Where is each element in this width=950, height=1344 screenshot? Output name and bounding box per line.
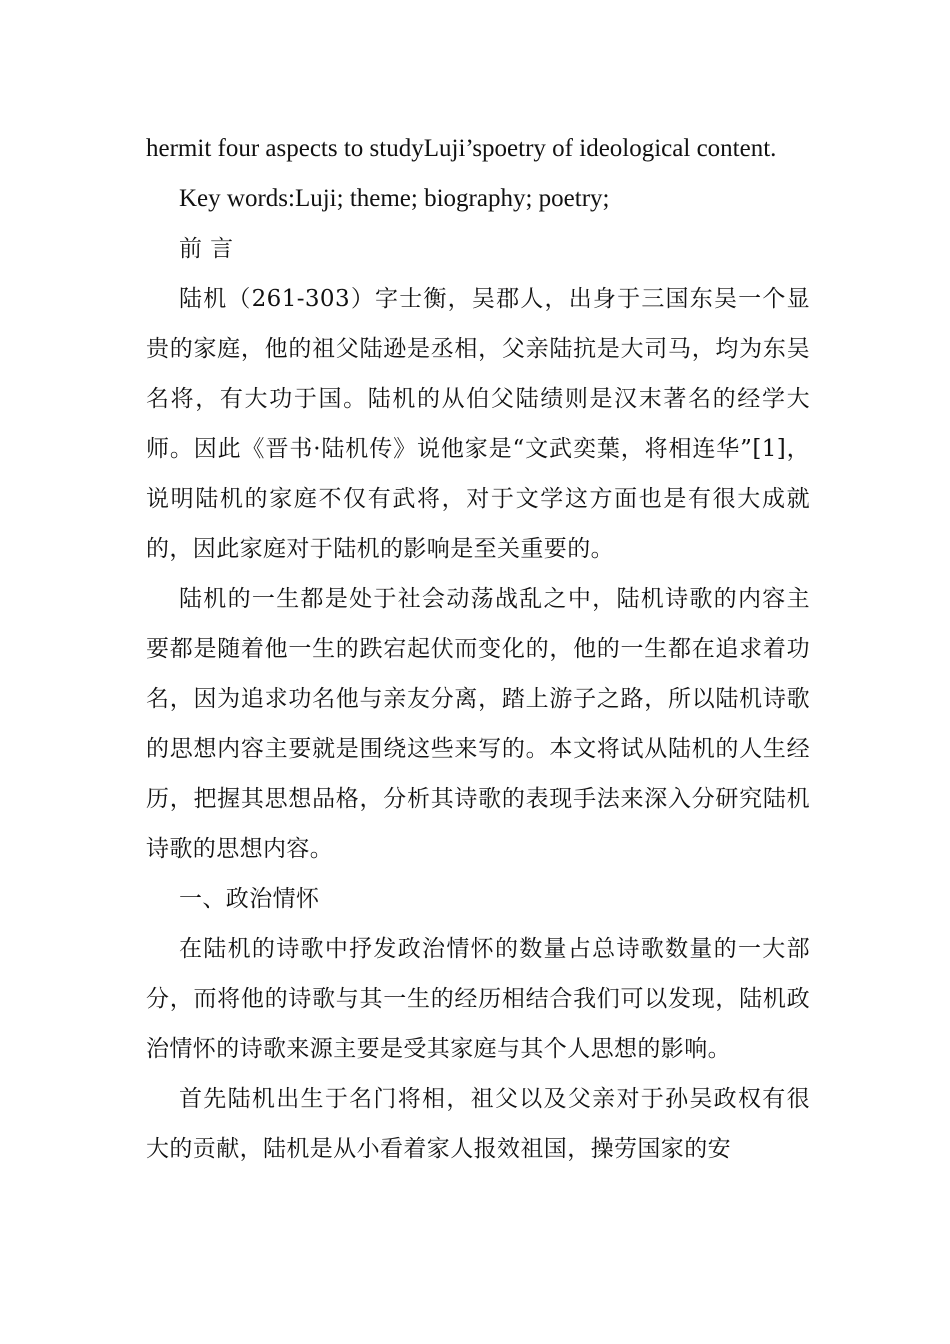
keywords-line: Key words:Luji; theme; biography; poetry; bbox=[179, 185, 610, 212]
preface-heading: 前 言 bbox=[179, 236, 234, 262]
document-body bbox=[146, 124, 810, 1174]
paragraph-political-intro: 在陆机的诗歌中抒发政治情怀的数量占总诗歌数量的一大部分，而将他的诗歌与其一生的经历相结合我们可以发现，陆机政治情怀的诗歌来源主要是受其家庭与其个人思想的影响。 bbox=[146, 936, 810, 1062]
abstract-tail: hermit four aspects to studyLuji’spoetry of ideological content. bbox=[146, 135, 777, 162]
section-heading-political: 一、政治情怀 bbox=[179, 886, 320, 912]
paragraph-political-first: 首先陆机出生于名门将相，祖父以及父亲对于孙吴政权有很大的贡献，陆机是从小看着家人报效祖国，操劳国家的安 bbox=[146, 1086, 810, 1162]
paragraph-family-background: 陆机（261-303）字士衡，吴郡人，出身于三国东吴一个显贵的家庭，他的祖父陆逊是丞相，父亲陆抗是大司马，均为东吴名将，有大功于国。陆机的从伯父陆绩则是汉末著名的经学大师。因此《晋书·陆机传》说他家是“文武奕葉，将相连华”[1]，说明陆机的家庭不仅有武将，对于文学这方面也是有很大成就的，因此家庭对于陆机的影响是至关重要的。 bbox=[146, 286, 810, 562]
paragraph-life-overview: 陆机的一生都是处于社会动荡战乱之中，陆机诗歌的内容主要都是随着他一生的跌宕起伏而变化的，他的一生都在追求着功名，因为追求功名他与亲友分离，踏上游子之路，所以陆机诗歌的思想内容主要就是围绕这些来写的。本文将试从陆机的人生经历，把握其思想品格，分析其诗歌的表现手法来深入分研究陆机诗歌的思想内容。 bbox=[146, 586, 810, 862]
